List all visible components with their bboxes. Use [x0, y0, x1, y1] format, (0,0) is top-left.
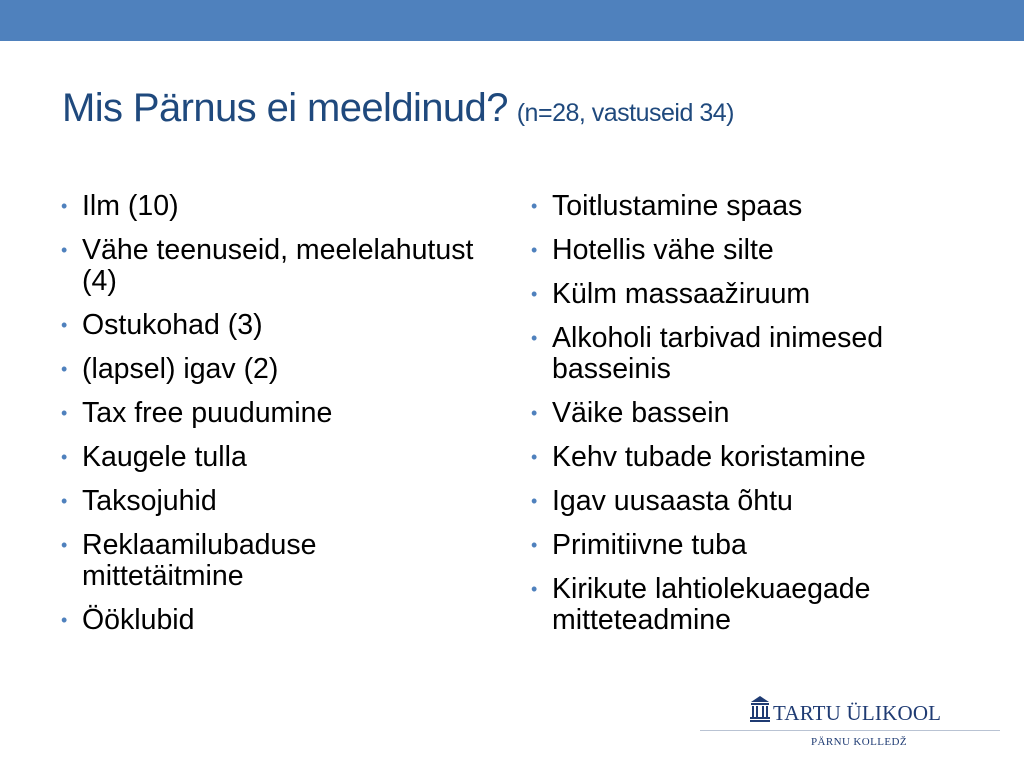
bullet-item	[60, 442, 480, 473]
bullet-dot-icon: •	[61, 610, 68, 630]
bullet-item	[60, 310, 480, 341]
bullet-dot-icon: •	[61, 315, 68, 335]
logo-name: TARTU ÜLIKOOL	[773, 701, 942, 725]
bullet-item	[530, 530, 990, 561]
bullet-text: Tax free puudumine	[82, 397, 333, 429]
bullet-text: Primitiivne tuba	[552, 529, 747, 561]
bullet-item	[530, 191, 990, 222]
bullet-item	[530, 398, 990, 429]
bullet-dot-icon: •	[61, 359, 68, 379]
bullet-item	[530, 574, 990, 636]
right-bullet-list	[530, 191, 990, 649]
bullet-text: Igav uusaasta õhtu	[552, 485, 793, 517]
bullet-item	[60, 530, 480, 592]
bullet-text: Ostukohad (3)	[82, 309, 263, 341]
bullet-dot-icon: •	[61, 535, 68, 555]
bullet-item	[530, 235, 990, 266]
bullet-text: Hotellis vähe silte	[552, 234, 774, 266]
university-building-icon	[750, 695, 770, 725]
bullet-dot-icon: •	[531, 196, 538, 216]
bullet-dot-icon: •	[531, 579, 538, 599]
slide-title-subtitle: (n=28, vastuseid 34)	[516, 99, 734, 127]
bullet-item	[530, 486, 990, 517]
bullet-dot-icon: •	[61, 196, 68, 216]
slide-title	[62, 88, 734, 128]
bullet-dot-icon: •	[531, 240, 538, 260]
bullet-text: Külm massaažiruum	[552, 278, 811, 310]
bullet-item	[60, 191, 480, 222]
top-accent-band	[0, 0, 1024, 41]
bullet-dot-icon: •	[531, 328, 538, 348]
bullet-dot-icon: •	[531, 447, 538, 467]
bullet-dot-icon: •	[61, 403, 68, 423]
bullet-item	[60, 486, 480, 517]
bullet-text: Reklaamilubaduse mittetäitmine	[82, 529, 317, 592]
left-bullet-list	[60, 191, 480, 649]
bullet-text: Vähe teenuseid, meelelahutust (4)	[82, 234, 474, 297]
bullet-item	[60, 235, 480, 297]
bullet-dot-icon: •	[531, 535, 538, 555]
bullet-dot-icon: •	[531, 403, 538, 423]
bullet-item	[60, 398, 480, 429]
logo-subtitle: PÄRNU KOLLEDŽ	[811, 736, 907, 748]
bullet-dot-icon: •	[61, 240, 68, 260]
bullet-text: Taksojuhid	[82, 485, 217, 517]
bullet-text: Kehv tubade koristamine	[552, 441, 866, 473]
logo-divider	[700, 730, 1000, 731]
bullet-text: Ilm (10)	[82, 190, 179, 222]
bullet-item	[530, 279, 990, 310]
bullet-dot-icon: •	[61, 447, 68, 467]
bullet-text: Väike bassein	[552, 397, 730, 429]
bullet-text: Kirikute lahtiolekuaegade mitteteadmine	[552, 573, 871, 636]
bullet-dot-icon: •	[531, 491, 538, 511]
slide-title-main: Mis Pärnus ei meeldinud?	[62, 86, 508, 130]
bullet-text: Alkoholi tarbivad inimesed basseinis	[552, 322, 884, 385]
bullet-text: Kaugele tulla	[82, 441, 247, 473]
university-logo	[700, 695, 1000, 755]
bullet-item	[530, 442, 990, 473]
bullet-dot-icon: •	[61, 491, 68, 511]
bullet-text: Toitlustamine spaas	[552, 190, 803, 222]
bullet-item	[530, 323, 990, 385]
bullet-text: Ööklubid	[82, 604, 195, 636]
bullet-item	[60, 605, 480, 636]
bullet-text: (lapsel) igav (2)	[82, 353, 279, 385]
bullet-dot-icon: •	[531, 284, 538, 304]
bullet-item	[60, 354, 480, 385]
